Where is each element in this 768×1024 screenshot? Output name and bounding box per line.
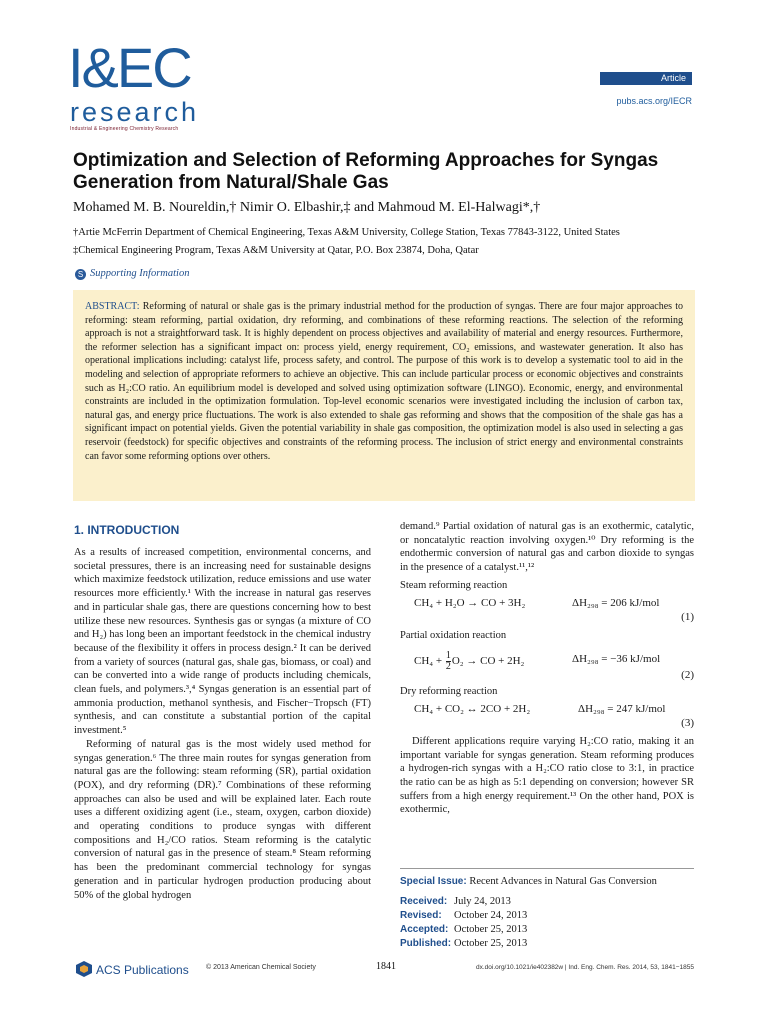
date-label: Published: xyxy=(400,938,452,949)
special-issue-title: Recent Advances in Natural Gas Conversion xyxy=(469,876,657,887)
equation-3-expression: CH₄ + CO₂ ↔ 2CO + 2H₂ xyxy=(414,702,531,715)
equation-1 xyxy=(400,593,694,623)
equation-2-expression xyxy=(414,651,524,672)
journal-logo xyxy=(68,36,218,132)
fraction-numerator: 1 xyxy=(445,649,451,661)
page-number: 1841 xyxy=(376,961,396,972)
article-type-badge: Article xyxy=(600,72,692,85)
date-label: Revised: xyxy=(400,910,442,921)
publisher-name: ACS Publications xyxy=(96,963,189,977)
intro-paragraph-4: Different applications require varying H₂:CO ratio, making it an important variable for syngas generation. Steam reforming produces a hydrogen-rich syngas with a H₂:CO ratio close to 3:1, in practice the ratio can be as high as 5:1 depending on conversion; however SR suffers from a high energy requirement.¹³ On the other hand, POX is exothermic, xyxy=(400,735,694,816)
reaction-label-3: Dry reforming reaction xyxy=(400,685,498,697)
date-label: Received: xyxy=(400,896,448,907)
page-footer xyxy=(74,958,694,980)
date-revised xyxy=(400,909,694,923)
intro-paragraph-1: As a results of increased competition, environmental concerns, and societal pressures, there is an increasing need for sustainable designs which maximize feedstock utilization, reduce emissions and use water resources more efficiently.¹ With the increase in natural gas reserves and in particular shale gas, there are questions concerning how to best utilize these new resources. Synthesis gas or syngas (a mixture of CO and H₂) has long been an important feedstock in the chemical industry because of the flexibility it offers in process design.² It can be derived from a variety of sources (natural gas, shale gas, biomass, or coal) and can be converted into a wide range of products including chemicals, clean fuels, and polymers.³,⁴ Syngas generation is an essential part of ammonia production, methanol synthesis, and Fischer−Tropsch (FT) synthesis, and can constitute a substantial portion of the capital investment.⁵ xyxy=(74,547,371,737)
abstract-box xyxy=(73,290,695,501)
equation-1-number: (1) xyxy=(681,610,694,623)
affiliation-1: †Artie McFerrin Department of Chemical Engineering, Texas A&M University, College Station, Texas 77843-3122, United States xyxy=(73,227,620,238)
equation-3 xyxy=(400,699,694,729)
equation-2 xyxy=(400,643,694,679)
equation-1-enthalpy: ΔH₂₉₈ = 206 kJ/mol xyxy=(572,596,660,609)
fraction-denominator: 2 xyxy=(445,660,451,672)
acs-hexagon-icon xyxy=(74,960,94,978)
equation-3-number: (3) xyxy=(681,716,694,729)
affiliation-2: ‡Chemical Engineering Program, Texas A&M University at Qatar, P.O. Box 23874, Doha, Qatar xyxy=(73,245,479,256)
paper-title: Optimization and Selection of Reforming Approaches for Syngas Generation from Natural/Shale Gas xyxy=(73,150,659,193)
abstract-label: ABSTRACT: xyxy=(85,301,140,312)
special-issue-label: Special Issue: xyxy=(400,876,467,887)
intro-paragraph-3: demand.⁹ Partial oxidation of natural gas is an exothermic, catalytic, or noncatalytic reaction involving oxygen.¹⁰ Dry reforming is the endothermic conversion of natural gas and carbon dioxide to syngas in the presence of a catalyst.¹¹,¹² xyxy=(400,521,694,574)
author-list: Mohamed M. B. Noureldin,† Nimir O. Elbashir,‡ and Mahmoud M. El-Halwagi*,† xyxy=(73,200,541,215)
s-circle-icon: S xyxy=(75,269,86,280)
logo-tagline: Industrial & Engineering Chemistry Research xyxy=(70,126,179,132)
acs-publications-logo xyxy=(74,960,204,978)
copyright-text: © 2013 American Chemical Society xyxy=(206,964,316,971)
journal-url-link[interactable]: pubs.acs.org/IECR xyxy=(616,96,692,106)
date-label: Accepted: xyxy=(400,924,449,935)
date-value: October 25, 2013 xyxy=(454,938,528,949)
section-heading-introduction: 1. INTRODUCTION xyxy=(74,523,180,537)
date-value: July 24, 2013 xyxy=(454,896,511,907)
equation-2-number: (2) xyxy=(681,668,694,681)
intro-paragraph-2: Reforming of natural gas is the most widely used method for syngas generation.⁶ The three main routes for syngas generation from natural gas are the following: steam reforming (SR), partial oxidation (POX), and dry reforming (DR).⁷ Combinations of these reforming approaches can also be used and will be explained later. Each route uses a different oxidizing agent (i.e., steam, oxygen, carbon dioxide) and operating conditions to produce syngas with different compositions and H₂/CO ratios. Steam reforming is the catalytic conversion of natural gas in the presence of steam.⁸ Steam reforming has been the predominant commercial technology for syngas generation and in particular hydrogen production producing about 50% of the global hydrogen xyxy=(74,738,371,901)
date-published xyxy=(400,937,694,951)
equation-2-part-a: CH₄ + xyxy=(414,654,445,667)
equation-3-enthalpy: ΔH₂₉₈ = 247 kJ/mol xyxy=(578,702,666,715)
date-received xyxy=(400,895,694,909)
doi-citation[interactable]: dx.doi.org/10.1021/ie402382w | Ind. Eng. Chem. Res. 2014, 53, 1841−1855 xyxy=(476,964,694,971)
equation-2-fraction xyxy=(446,651,451,672)
date-value: October 25, 2013 xyxy=(454,924,528,935)
date-accepted xyxy=(400,923,694,937)
abstract-text: Reforming of natural or shale gas is the primary industrial method for the production of syngas. There are four major approaches to reforming: steam reforming, partial oxidation, dry reforming, and combinations of these reforming reactions. The selection of the reforming approach is not a straightforward task. It is highly dependent on process objectives and availability of material and energy resources. Furthermore, the reformer selection has a significant impact on: process yield, energy requirement, CO₂ emissions, and wastewater generation. It also has operational implications including: catalyst life, process safety, and control. The purpose of this work is to develop a systematic tool to aid in the modeling and selection of appropriate reformers to achieve an objective. This can include particular process or economic objectives and constraints such as H₂:CO ratio. An equilibrium model is developed and solved using optimization software (LINGO). Economic, energy, and environmental constraints are included in the optimization formulation. Top-level economic scenarios were investigated including the inclusion of carbon tax, natural gas, and energy price fluctuations. The work is also extended to shale gas reforming and shows that the composition of the shale gas has a significant impact on potential yields. Given the potential variability in shale gas composition, the optimization model is also used in selecting a gas reservoir (feedstock) for specific objectives and constraints of the reforming process. The inclusion of strict energy and environmental constraints can favor some reforming options over others. xyxy=(85,301,684,462)
reaction-label-2: Partial oxidation reaction xyxy=(400,629,507,641)
logo-sub-text: research xyxy=(70,97,200,127)
supporting-info-link[interactable]: Supporting Information xyxy=(90,268,190,279)
equation-2-enthalpy: ΔH₂₉₈ = −36 kJ/mol xyxy=(572,652,661,665)
reaction-label-1: Steam reforming reaction xyxy=(400,579,508,591)
date-value: October 24, 2013 xyxy=(454,910,528,921)
equation-1-expression: CH₄ + H₂O → CO + 3H₂ xyxy=(414,596,526,609)
logo-main-text: I&EC xyxy=(68,36,191,99)
special-issue-box xyxy=(400,868,694,951)
right-column xyxy=(400,520,694,817)
left-column xyxy=(74,520,371,902)
equation-2-part-b: O₂ → CO + 2H₂ xyxy=(451,654,525,667)
